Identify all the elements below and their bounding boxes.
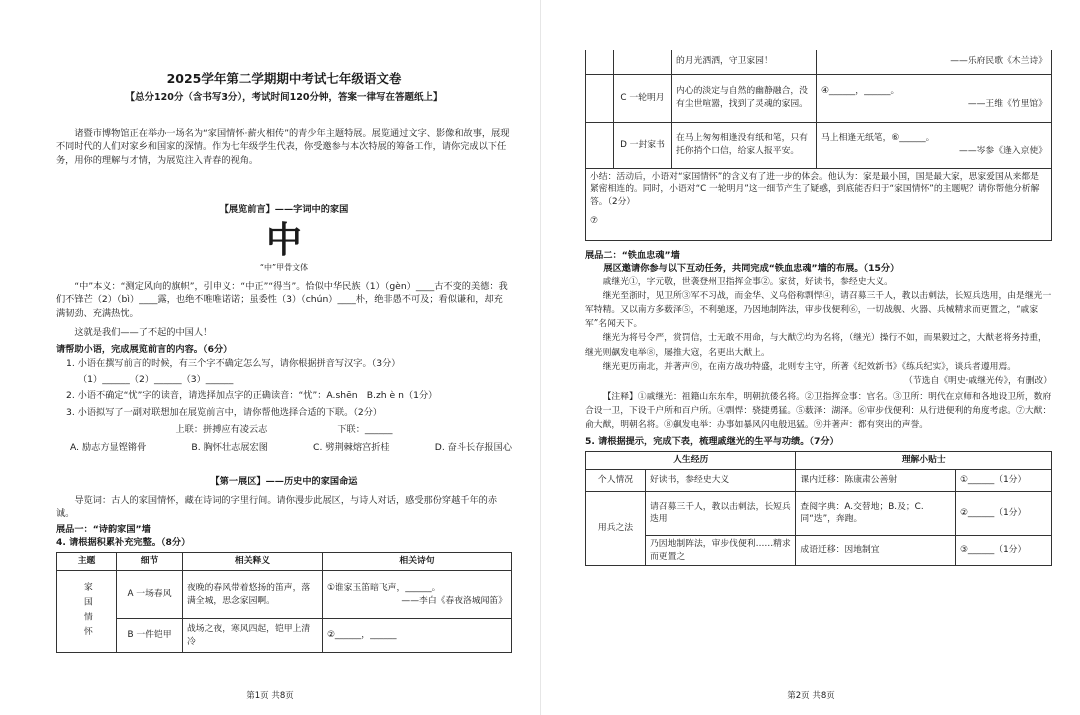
row-c-meaning: 内心的淡定与自然的幽静融合，没有尘世喧嚣，找到了灵魂的家园。 <box>672 74 817 122</box>
row-c-poem[interactable]: ④______，______。 <box>821 86 900 97</box>
r2-label: 用兵之法 <box>586 491 646 566</box>
summary-text: 小结：活动后，小语对“家国情怀”的含义有了进一步的体会。他认为：家是最小国，国是最大家，思家爱国从来都是紧密相连的。同时，小语对“C 一轮明月”这一细节产生了疑惑，到底能否归于“家国情怀”的主题呢？请你帮他分析解答。（2分） <box>590 171 1040 207</box>
question-1-blanks[interactable]: （1）______（2）______（3）______ <box>78 373 234 385</box>
summary-cell <box>586 168 1052 240</box>
col-tips: 理解小贴士 <box>796 452 1052 470</box>
classical-text-1: 戚继光①，字元敬，世袭登州卫指挥佥事②。家贫，好读书，参经史大义。 <box>602 277 893 288</box>
col-detail: 细节 <box>117 553 183 571</box>
preface-paragraph-1: “中”本义：“测定风向的旗帜”，引申义：“中正”“得当”。恰似中华民族（1）（gèn）____古不变的美德：我们不锋芒（2）（bì）____露，也绝不唯唯诺诺；虽委性（3）（chún）____朴，绝非愚不可及；看似谦和，却充满韧劲、充满热忱。 <box>56 280 508 319</box>
row-d-detail: D 一封家书 <box>614 122 672 168</box>
classical-text-2: 继光至浙时，见卫所③军不习战，而金华、义乌俗称剽悍④，请召募三千人，教以击刺法，长短兵迭用，由是继光一军特精。又以南方多薮泽⑤，不利驰逐，乃因地制阵法，审步伐便利⑥，一切战舰、火器、兵械精求而更置之，“戚家军”名闻天下。 <box>585 291 1052 330</box>
r1-tip: 课内迁移：陈康肃公善射 <box>796 469 956 491</box>
couplet-option-c[interactable]: C. 劈荆棘熔宫折桂 <box>313 442 390 454</box>
oracle-bone-zhong-image: 中 <box>265 219 302 262</box>
row-c-poem-cell <box>817 74 1052 122</box>
col-meaning: 相关释义 <box>183 553 323 571</box>
row-b-meaning-cont: 的月光洒洒，守卫家园！ <box>672 50 817 74</box>
poetry-table-continued <box>585 50 1052 241</box>
row-b-detail: B 一件铠甲 <box>117 619 183 653</box>
theme-cell-cont <box>586 50 614 74</box>
classical-text-4: 继光更历南北，并著声⑨，在南方战功特盛，北则专主守，所著《纪效新书》《练兵纪实》，谈兵者遵用焉。 <box>602 361 1017 372</box>
exhibit2-invite: 展区邀请你参与以下互动任务，共同完成“铁血忠魂”墙的布展。（15分） <box>603 262 900 274</box>
exam-subtitle: 【总分120分（含书写3分），考试时间120分钟，答案一律写在答题纸上】 <box>125 92 443 104</box>
row-a-detail: A 一场春风 <box>117 571 183 619</box>
couplet-option-a[interactable]: A. 励志方显铿锵骨 <box>70 442 147 454</box>
summary-answer-blank[interactable]: ⑦ <box>590 215 598 226</box>
preface-paragraph-2: 这就是我们——了不起的中国人！ <box>74 326 213 338</box>
row-b-detail-cont <box>614 50 672 74</box>
row-b-poem[interactable]: ②______，______ <box>323 619 512 653</box>
task-heading: 请帮助小语，完成展览前言的内容。（6分） <box>56 344 233 356</box>
r3-tip: 成语迁移：因地制宜 <box>796 535 956 566</box>
page-2-footer: 第2页 共8页 <box>787 691 835 701</box>
row-d-poem-cell <box>817 122 1052 168</box>
question-1: 1. 小语在撰写前言的时候，有三个字不确定怎么写，请你根据拼音写汉字。（3分） <box>66 357 401 369</box>
guide-text: 导览词：古人的家国情怀，藏在诗词的字里行间。请你漫步此展区，与诗人对话，感受那份穿越千年的赤诚。 <box>56 494 498 520</box>
question-2: 2. 小语不确定“忧”字的读音，请选择加点字的正确读音：“忧”：A.shēn B.zh è n（1分） <box>66 390 438 402</box>
row-a-poem[interactable]: ①谁家玉笛暗飞声，______。 <box>327 582 441 593</box>
r2-answer[interactable]: ②______（1分） <box>956 491 1052 535</box>
notes: 【注释】①戚继光：祖籍山东东牟，明朝抗倭名将。②卫指挥佥事：官名。③卫所：明代在京师和各地设卫所，数府合设一卫，下设千户所和百户所。④剽悍：骁捷勇猛。⑤薮泽：湖泽。⑥审步伐便利：从行进便利的角度考虑。⑦大猷：俞大猷，明朝名将。⑧飙发电举：办事如暴风闪电般迅猛。⑨并著声：都有突出的声誉。 <box>585 391 1052 430</box>
exhibit1-label: 展品一：“诗韵家国”墙 <box>56 523 151 535</box>
question-4: 4. 请根据积累补充完整。（8分） <box>56 537 191 549</box>
row-d-poem[interactable]: 马上相逢无纸笔，⑥______。 <box>821 133 935 144</box>
row-a-meaning: 夜晚的春风带着悠扬的笛声，落满全城，思念家园啊。 <box>183 571 323 619</box>
col-poem: 相关诗句 <box>323 553 512 571</box>
glyph-caption: “中”甲骨文体 <box>259 263 309 273</box>
text-source: （节选自《明史·戚继光传》，有删改） <box>904 375 1052 386</box>
col-theme: 主题 <box>57 553 117 571</box>
classical-text-3: 继光为将号令严，赏罚信，士无敢不用命，与大猷⑦均为名将，（继光）操行不如，而果毅过之，大猷老将务持重，继光则飙发电举⑧，屡推大寇，名更出大猷上。 <box>585 333 1047 358</box>
row-c-detail: C 一轮明月 <box>614 74 672 122</box>
row-b-meaning: 战场之夜，寒风四起，铠甲上清冷 <box>183 619 323 653</box>
question-5: 5. 请根据提示，完成下表，梳理戚继光的生平与功绩。（7分） <box>585 435 839 447</box>
r2-tip: 查阅字典：A.交替地；B.及；C.同“迭”，奔跑。 <box>796 491 956 535</box>
poetry-table <box>56 552 512 653</box>
r3-answer[interactable]: ③______（1分） <box>956 535 1052 566</box>
theme-cell-cont-3 <box>586 122 614 168</box>
zone1-heading: 【第一展区】——历史中的家国命运 <box>210 475 358 487</box>
theme-cell-cont-2 <box>586 74 614 122</box>
couplet-upper: 上联：拼搏应有凌云志 <box>175 423 268 435</box>
r1-label: 个人情况 <box>586 469 646 491</box>
couplet-option-d[interactable]: D. 奋斗长存报国心 <box>434 442 512 454</box>
r3-text: 乃因地制阵法，审步伐便利……精求而更置之 <box>646 535 796 566</box>
page-1-footer: 第1页 共8页 <box>246 691 294 701</box>
row-a-poem-cell <box>323 571 512 619</box>
r1-answer[interactable]: ①______（1分） <box>956 469 1052 491</box>
question-3: 3. 小语拟写了一副对联想加在展览前言中，请你帮他选择合适的下联。（2分） <box>66 406 383 418</box>
row-a-source: ——李白《春夜洛城闻笛》 <box>401 595 507 606</box>
page-2 <box>540 0 1080 715</box>
row-c-source: ——王维《竹里馆》 <box>967 99 1047 109</box>
row-b-source: ——乐府民歌《木兰诗》 <box>817 50 1052 74</box>
couplet-lower[interactable]: 下联：______ <box>337 423 393 435</box>
row-d-source: ——岑参《逢入京使》 <box>959 146 1047 156</box>
couplet-option-b[interactable]: B. 胸怀壮志展宏图 <box>191 442 268 454</box>
row-d-meaning: 在马上匆匆相逢没有纸和笔，只有托你捎个口信，给家人报平安。 <box>672 122 817 168</box>
exhibit2-label: 展品二：“铁血忠魂”墙 <box>585 249 680 261</box>
r1-text: 好读书，参经史大义 <box>646 469 796 491</box>
intro-paragraph: 诸暨市博物馆正在举办一场名为“家国情怀·薪火相传”的青少年主题特展。展览通过文字、影像和故事，展现不同时代的人们对家乡和国家的深情。作为七年级学生代表，你受邀参与本次特展的筹备工作，请你完成以下任务，用你的理解与才情，为展览注入青春的视角。 <box>56 127 510 166</box>
couplet-options <box>70 441 512 454</box>
col-life: 人生经历 <box>586 452 796 470</box>
exam-title: 2025学年第二学期期中考试七年级语文卷 <box>166 71 402 86</box>
r2-text: 请召募三千人，教以击刺法，长短兵迭用 <box>646 491 796 535</box>
preface-heading: 【展览前言】——字词中的家国 <box>219 203 349 215</box>
theme-cell: 家国情怀 <box>57 571 117 653</box>
life-table <box>585 451 1052 566</box>
